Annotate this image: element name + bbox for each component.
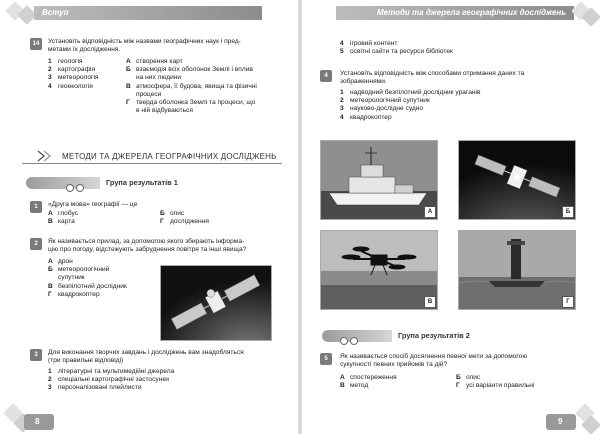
right-page [300,0,600,434]
answer-options: А дрон Б метеорологічний супутник В безпілотний дослідник Г квадрокоптер [48,258,127,298]
research-ship-image [320,140,438,220]
group-results-1: Група результатів 1 [26,177,266,189]
quadcopter-image [320,230,438,310]
question-number: 4 [320,70,332,82]
photo-label: Г [562,296,574,308]
saildrone-image [458,230,576,310]
question-number: 1 [30,201,42,213]
photo-label: В [424,296,436,308]
question-text: Як називається прилад, за допомогою якого збирають інформа- цію про погоду, відстежують забруднення повітря та інші явища? [48,238,247,254]
question-text: Установіть відповідність між способами отримання даних та зображеннями. [340,70,525,86]
answer-options: А спостереження В метод [340,374,397,390]
question-number: 5 [320,353,332,365]
photo-label: А [424,206,436,218]
section-divider [22,163,282,164]
left-page [0,0,300,434]
satellite-image [160,265,272,341]
question-text: «Друга мова» географії — це [48,201,138,208]
answer-options: Б опис Г дослідження [160,210,209,226]
match-right-list: А створення карт Б взаємодія всіх оболонок Землі і вплив на них людини В атмосфера, її будова, явища та фізичні процеси Г тверда оболонка Землі та процеси, що в ній відбуваються [126,58,257,115]
page-number: 8 [35,417,40,426]
answer-options: Б опис Г усі варіанти правильні [456,374,535,390]
match-list: 1 надводний безпілотний дослідник ураганів 2 метеорологічний супутник 3 науково-дослідне судно 4 квадрокоптер [340,89,481,121]
running-header: Вступ [34,6,262,20]
photo-label: Б [562,206,574,218]
question-text: Для виконання творчих завдань і досліджень вам знадобляться (три правильні відповіді) [48,349,244,365]
running-header: Методи та джерела географічних досліджень [336,6,574,20]
weather-satellite-image [458,140,576,220]
question-number: 3 [30,349,42,361]
answer-options-continued: 4 ігровий контент 5 освітні сайти та ресурси бібліотек [340,40,453,56]
answer-options: А глобус В карта [48,210,78,226]
chevron-icon [36,150,54,162]
answer-options: 1 літературні та мультимедійні джерела 2 спеціальні картографічні застосунки 3 персоналізовані плейлисти [48,368,175,392]
page-number: 9 [558,417,563,426]
group-results-2: Група результатів 2 [322,330,572,342]
question-number: 2 [30,238,42,250]
question-text: Установіть відповідність між назвами географічних наук і пред- метами їх дослідження. [48,38,241,54]
question-text: Як називається спосіб досягнення певної мети за допомогою сукупності певних прийомів та дій? [340,353,528,369]
question-number: 14 [30,38,42,50]
section-title: МЕТОДИ ТА ДЖЕРЕЛА ГЕОГРАФІЧНИХ ДОСЛІДЖЕНЬ [62,152,277,161]
match-left-list: 1 геологія 2 картографія 3 метеорологія 4 геоекологія [48,58,99,90]
